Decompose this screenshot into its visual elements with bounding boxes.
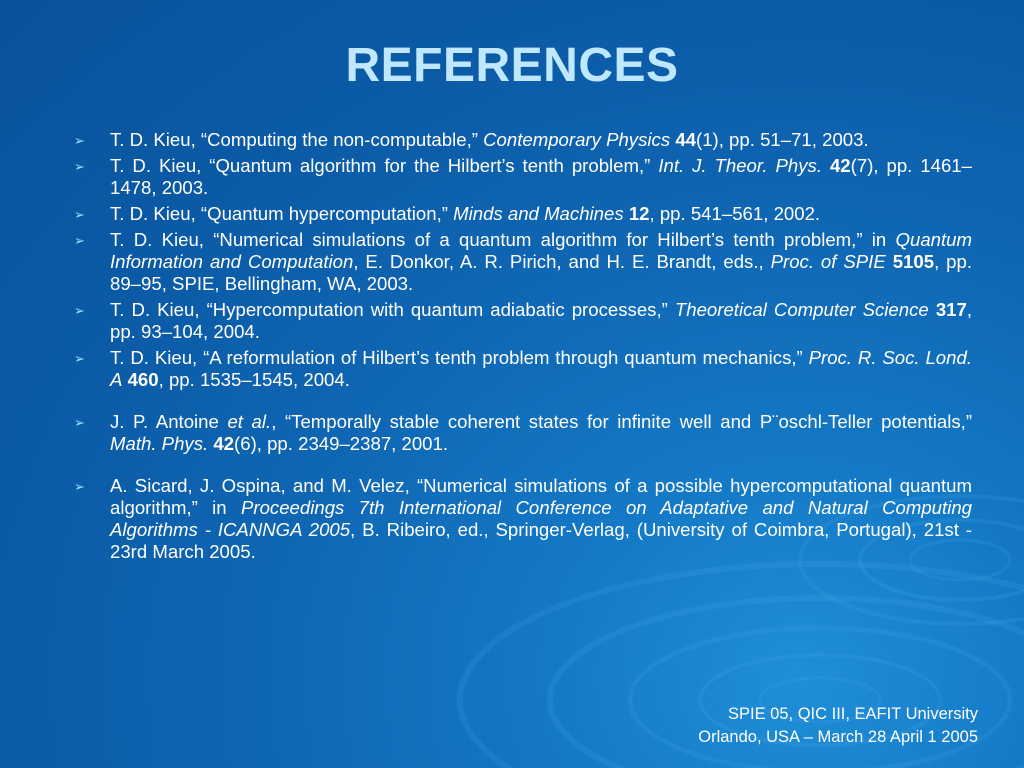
reference-text-normal: T. D. Kieu, “Computing the non-computable,”: [110, 129, 484, 150]
reference-text-italic: et al.: [227, 411, 272, 432]
reference-text-normal: , “Temporally stable coherent states for infinite well and P¨oschl-Teller potentials,”: [271, 411, 973, 432]
reference-text-bold: 44: [675, 129, 696, 150]
reference-item: [72, 347, 972, 391]
reference-text-italic: Proc. R. Soc. Lond. A: [110, 347, 972, 390]
reference-text-italic: Quantum Information and Computation: [110, 229, 972, 272]
reference-text-normal: , pp. 541–561, 2002.: [649, 203, 821, 224]
reference-text-normal: , pp. 93–104, 2004.: [110, 299, 973, 342]
arrow-bullet-icon: ➢: [74, 207, 85, 222]
arrow-bullet-icon: ➢: [74, 479, 85, 494]
reference-item: [72, 411, 972, 455]
reference-text-normal: [929, 299, 936, 320]
reference-text-italic: Math. Phys.: [110, 433, 209, 454]
arrow-bullet-icon: ➢: [74, 303, 85, 318]
reference-text-bold: 42: [213, 433, 235, 454]
reference-text-bold: 460: [127, 369, 159, 390]
reference-text-italic: Minds and Machines: [453, 203, 624, 224]
reference-item: [72, 475, 972, 563]
reference-text-normal: J. P. Antoine: [110, 411, 228, 432]
reference-text-normal: T. D. Kieu, “Numerical simulations of a quantum algorithm for Hilbert’s tenth problem,” in: [110, 229, 896, 250]
reference-text-bold: 12: [628, 203, 650, 224]
reference-text-italic: Int. J. Theor. Phys.: [658, 155, 823, 176]
reference-text-normal: [822, 155, 830, 176]
reference-item: [72, 129, 972, 151]
reference-text-normal: (6), pp. 2349–2387, 2001.: [234, 433, 449, 454]
arrow-bullet-icon: ➢: [74, 233, 85, 248]
references-list: [72, 129, 972, 567]
reference-text-normal: T. D. Kieu, “Quantum algorithm for the Hilbert’s tenth problem,”: [110, 155, 659, 176]
arrow-bullet-icon: ➢: [74, 133, 85, 148]
reference-text-italic: Proceedings 7th International Conference on Adaptative and Natural Computing Algorithms - ICANNGA 2005: [110, 497, 973, 540]
reference-text-normal: T. D. Kieu, “A reformulation of Hilbert’s tenth problem through quantum mechanics,”: [110, 347, 809, 368]
reference-text-normal: T. D. Kieu, “Quantum hypercomputation,”: [110, 203, 454, 224]
arrow-bullet-icon: ➢: [74, 159, 85, 174]
reference-text-bold: 5105: [892, 251, 935, 272]
reference-text-italic: Contemporary Physics: [483, 129, 671, 150]
footer-line-conference: SPIE 05, QIC III, EAFIT University: [727, 705, 978, 723]
reference-item: [72, 155, 972, 199]
reference-text-normal: (7), pp. 1461–1478, 2003.: [110, 155, 972, 198]
reference-text-normal: , B. Ribeiro, ed., Springer-Verlag, (University of Coimbra, Portugal), 21st - 23rd March 2005.: [110, 519, 972, 562]
reference-text-bold: 42: [829, 155, 851, 176]
reference-item: [72, 229, 972, 295]
slide-title: REFERENCES: [345, 39, 679, 92]
slide-footer: [698, 703, 978, 749]
arrow-bullet-icon: ➢: [74, 415, 85, 430]
reference-text-normal: , pp. 1535–1545, 2004.: [158, 369, 350, 390]
reference-item: [72, 299, 972, 343]
arrow-bullet-icon: ➢: [74, 351, 85, 366]
reference-text-bold: 317: [935, 299, 967, 320]
reference-text-normal: A. Sicard, J. Ospina, and M. Velez, “Numerical simulations of a possible hypercomputational quantum algorithm,” in: [110, 475, 972, 518]
reference-text-normal: T. D. Kieu, “Hypercomputation with quantum adiabatic processes,”: [110, 299, 675, 320]
reference-item: [72, 203, 972, 225]
reference-text-normal: , E. Donkor, A. R. Pirich, and H. E. Brandt, eds.,: [353, 251, 771, 272]
reference-text-normal: , pp. 89–95, SPIE, Bellingham, WA, 2003.: [110, 251, 973, 294]
reference-text-normal: (1), pp. 51–71, 2003.: [696, 129, 869, 150]
reference-text-italic: Theoretical Computer Science: [674, 299, 929, 320]
footer-line-location-date: Orlando, USA – March 28 April 1 2005: [698, 728, 978, 746]
reference-text-normal: [886, 251, 893, 272]
reference-text-italic: Proc. of SPIE: [770, 251, 886, 272]
